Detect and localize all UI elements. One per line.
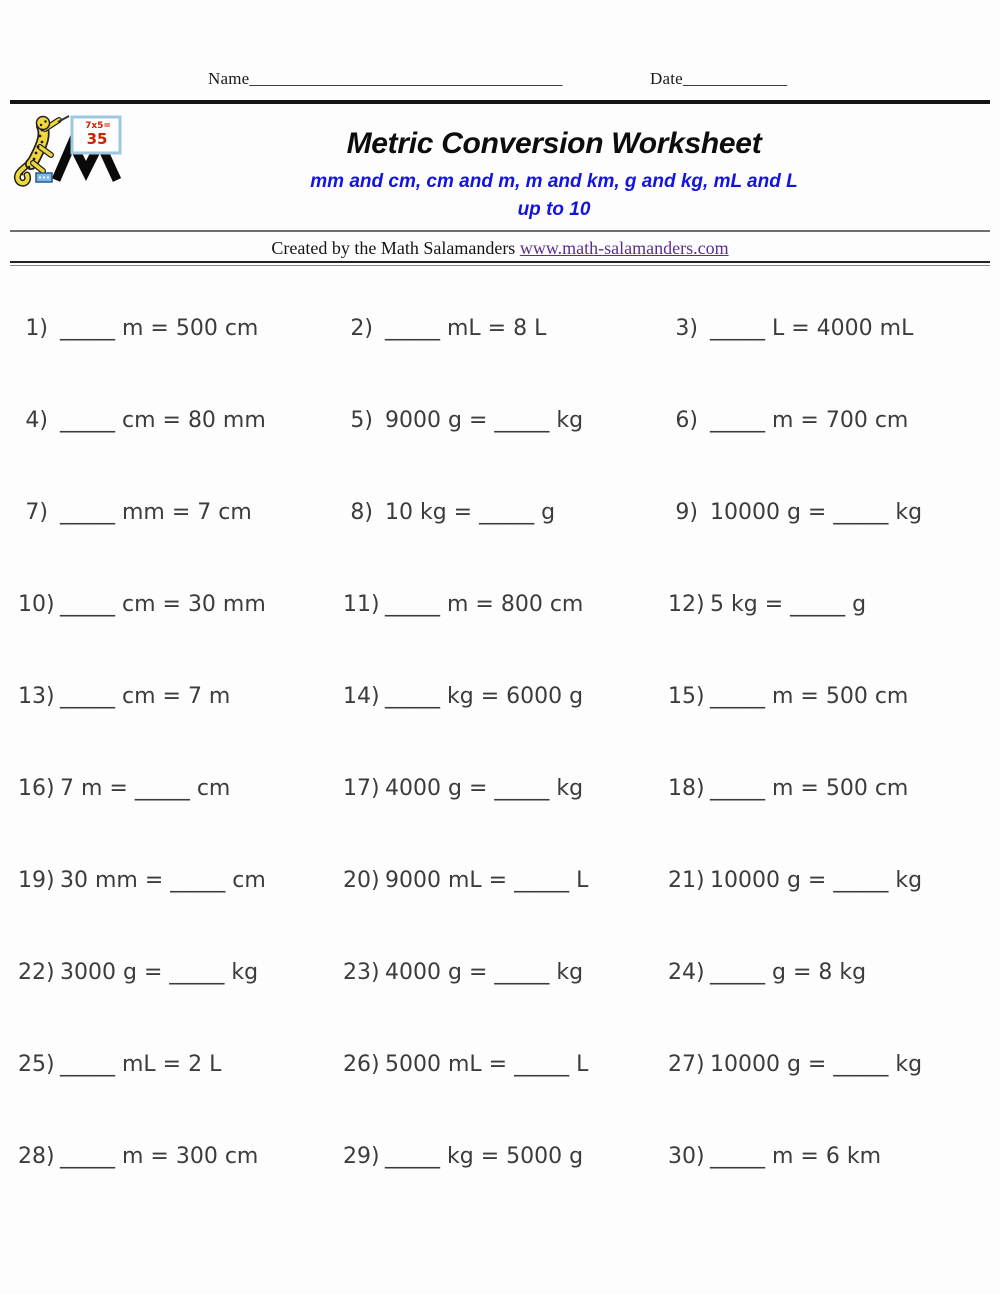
problem-text: _____ g = 8 kg: [710, 959, 867, 985]
header-block: [112, 127, 996, 222]
problem-item: [343, 500, 668, 525]
problem-number: 7): [25, 499, 48, 525]
problem-text: _____ cm = 30 mm: [60, 591, 266, 617]
problem-number: 8): [350, 499, 373, 525]
worksheet-range-note: up to 10: [517, 199, 591, 220]
page-title: Metric Conversion Worksheet: [346, 127, 762, 160]
problem-text: _____ m = 500 cm: [60, 315, 259, 341]
problem-text: _____ cm = 7 m: [60, 683, 231, 709]
problem-number: 21): [668, 867, 705, 893]
name-label: Name: [208, 69, 250, 88]
problem-item: [668, 408, 990, 433]
problem-number: 11): [343, 591, 380, 617]
problem-item: [668, 868, 990, 893]
date-field: [650, 69, 787, 89]
problem-item: [668, 1052, 990, 1077]
credit-text: Created by the Math Salamanders: [271, 238, 520, 258]
problem-item: [18, 408, 343, 433]
problem-item: [668, 592, 990, 617]
problem-number: 22): [18, 959, 55, 985]
problem-text: 4000 g = _____ kg: [385, 775, 584, 801]
date-label: Date: [650, 69, 683, 88]
credit-top-rule: [10, 230, 990, 232]
problem-item: [18, 316, 343, 341]
name-blank-line: ____________________________________: [249, 69, 563, 88]
problem-number: 27): [668, 1051, 705, 1077]
problem-number: 23): [343, 959, 380, 985]
problem-item: [343, 684, 668, 709]
problem-text: _____ m = 500 cm: [710, 683, 909, 709]
problem-text: _____ kg = 6000 g: [385, 683, 584, 709]
credit-line: [0, 238, 1000, 259]
problem-number: 15): [668, 683, 705, 709]
problem-text: 4000 g = _____ kg: [385, 959, 584, 985]
problem-text: _____ m = 300 cm: [60, 1143, 259, 1169]
problem-item: [18, 500, 343, 525]
problem-text: 5 kg = _____ g: [710, 591, 867, 617]
problem-number: 17): [343, 775, 380, 801]
problem-item: [668, 960, 990, 985]
problem-item: [668, 776, 990, 801]
problem-number: 26): [343, 1051, 380, 1077]
problem-text: 10000 g = _____ kg: [710, 499, 923, 525]
problem-item: [343, 316, 668, 341]
problem-number: 25): [18, 1051, 55, 1077]
problem-number: 4): [25, 407, 48, 433]
problem-number: 14): [343, 683, 380, 709]
problem-item: [18, 1144, 343, 1169]
problem-number: 30): [668, 1143, 705, 1169]
problem-number: 20): [343, 867, 380, 893]
problem-item: [18, 868, 343, 893]
problem-text: _____ m = 6 km: [710, 1143, 882, 1169]
problem-number: 6): [675, 407, 698, 433]
problem-item: [18, 960, 343, 985]
math-salamanders-logo: [12, 114, 128, 188]
problem-text: 30 mm = _____ cm: [60, 867, 266, 893]
problem-number: 28): [18, 1143, 55, 1169]
problem-text: _____ L = 4000 mL: [710, 315, 914, 341]
problem-text: _____ m = 700 cm: [710, 407, 909, 433]
problem-number: 24): [668, 959, 705, 985]
problem-number: 3): [675, 315, 698, 341]
problem-text: 10 kg = _____ g: [385, 499, 556, 525]
problem-item: [18, 684, 343, 709]
problem-item: [343, 1052, 668, 1077]
logo-abacus: [36, 173, 52, 182]
logo-board-equation: 7x5=: [85, 121, 111, 131]
problem-number: 9): [675, 499, 698, 525]
problem-text: 3000 g = _____ kg: [60, 959, 259, 985]
problem-item: [343, 776, 668, 801]
problem-text: _____ m = 500 cm: [710, 775, 909, 801]
problem-number: 29): [343, 1143, 380, 1169]
problem-number: 13): [18, 683, 55, 709]
problem-item: [343, 408, 668, 433]
problem-item: [668, 1144, 990, 1169]
problem-text: 9000 g = _____ kg: [385, 407, 584, 433]
problem-item: [668, 684, 990, 709]
logo-board-answer: 35: [86, 130, 108, 148]
problem-text: _____ m = 800 cm: [385, 591, 584, 617]
problem-number: 19): [18, 867, 55, 893]
problem-number: 12): [668, 591, 705, 617]
problem-item: [668, 316, 990, 341]
problem-item: [18, 776, 343, 801]
problem-text: 10000 g = _____ kg: [710, 1051, 923, 1077]
worksheet-subtitle: mm and cm, cm and m, m and km, g and kg, mL and L: [310, 171, 798, 192]
problem-item: [18, 1052, 343, 1077]
problem-text: _____ cm = 80 mm: [60, 407, 266, 433]
problem-item: [343, 960, 668, 985]
problem-item: [343, 592, 668, 617]
problem-item: [668, 500, 990, 525]
problem-number: 18): [668, 775, 705, 801]
problem-text: _____ mm = 7 cm: [60, 499, 252, 525]
problem-item: [18, 592, 343, 617]
problem-item: [343, 1144, 668, 1169]
credit-bottom-rule-shadow: [10, 265, 990, 266]
problem-number: 16): [18, 775, 55, 801]
problem-text: _____ mL = 2 L: [60, 1051, 222, 1077]
problem-number: 10): [18, 591, 55, 617]
problem-item: [343, 868, 668, 893]
problem-text: 10000 g = _____ kg: [710, 867, 923, 893]
credit-bottom-rule: [10, 261, 990, 263]
problem-text: 5000 mL = _____ L: [385, 1051, 589, 1077]
problem-text: _____ mL = 8 L: [385, 315, 547, 341]
problem-text: 9000 mL = _____ L: [385, 867, 589, 893]
date-blank-line: ____________: [682, 69, 788, 88]
name-field: [208, 69, 563, 89]
top-divider-rule: [10, 100, 990, 104]
problem-number: 1): [25, 315, 48, 341]
problem-number: 5): [350, 407, 373, 433]
credit-link[interactable]: www.math-salamanders.com: [519, 238, 729, 258]
problem-text: _____ kg = 5000 g: [385, 1143, 584, 1169]
problem-number: 2): [350, 315, 373, 341]
problems-grid: [18, 282, 990, 1202]
problem-text: 7 m = _____ cm: [60, 775, 231, 801]
